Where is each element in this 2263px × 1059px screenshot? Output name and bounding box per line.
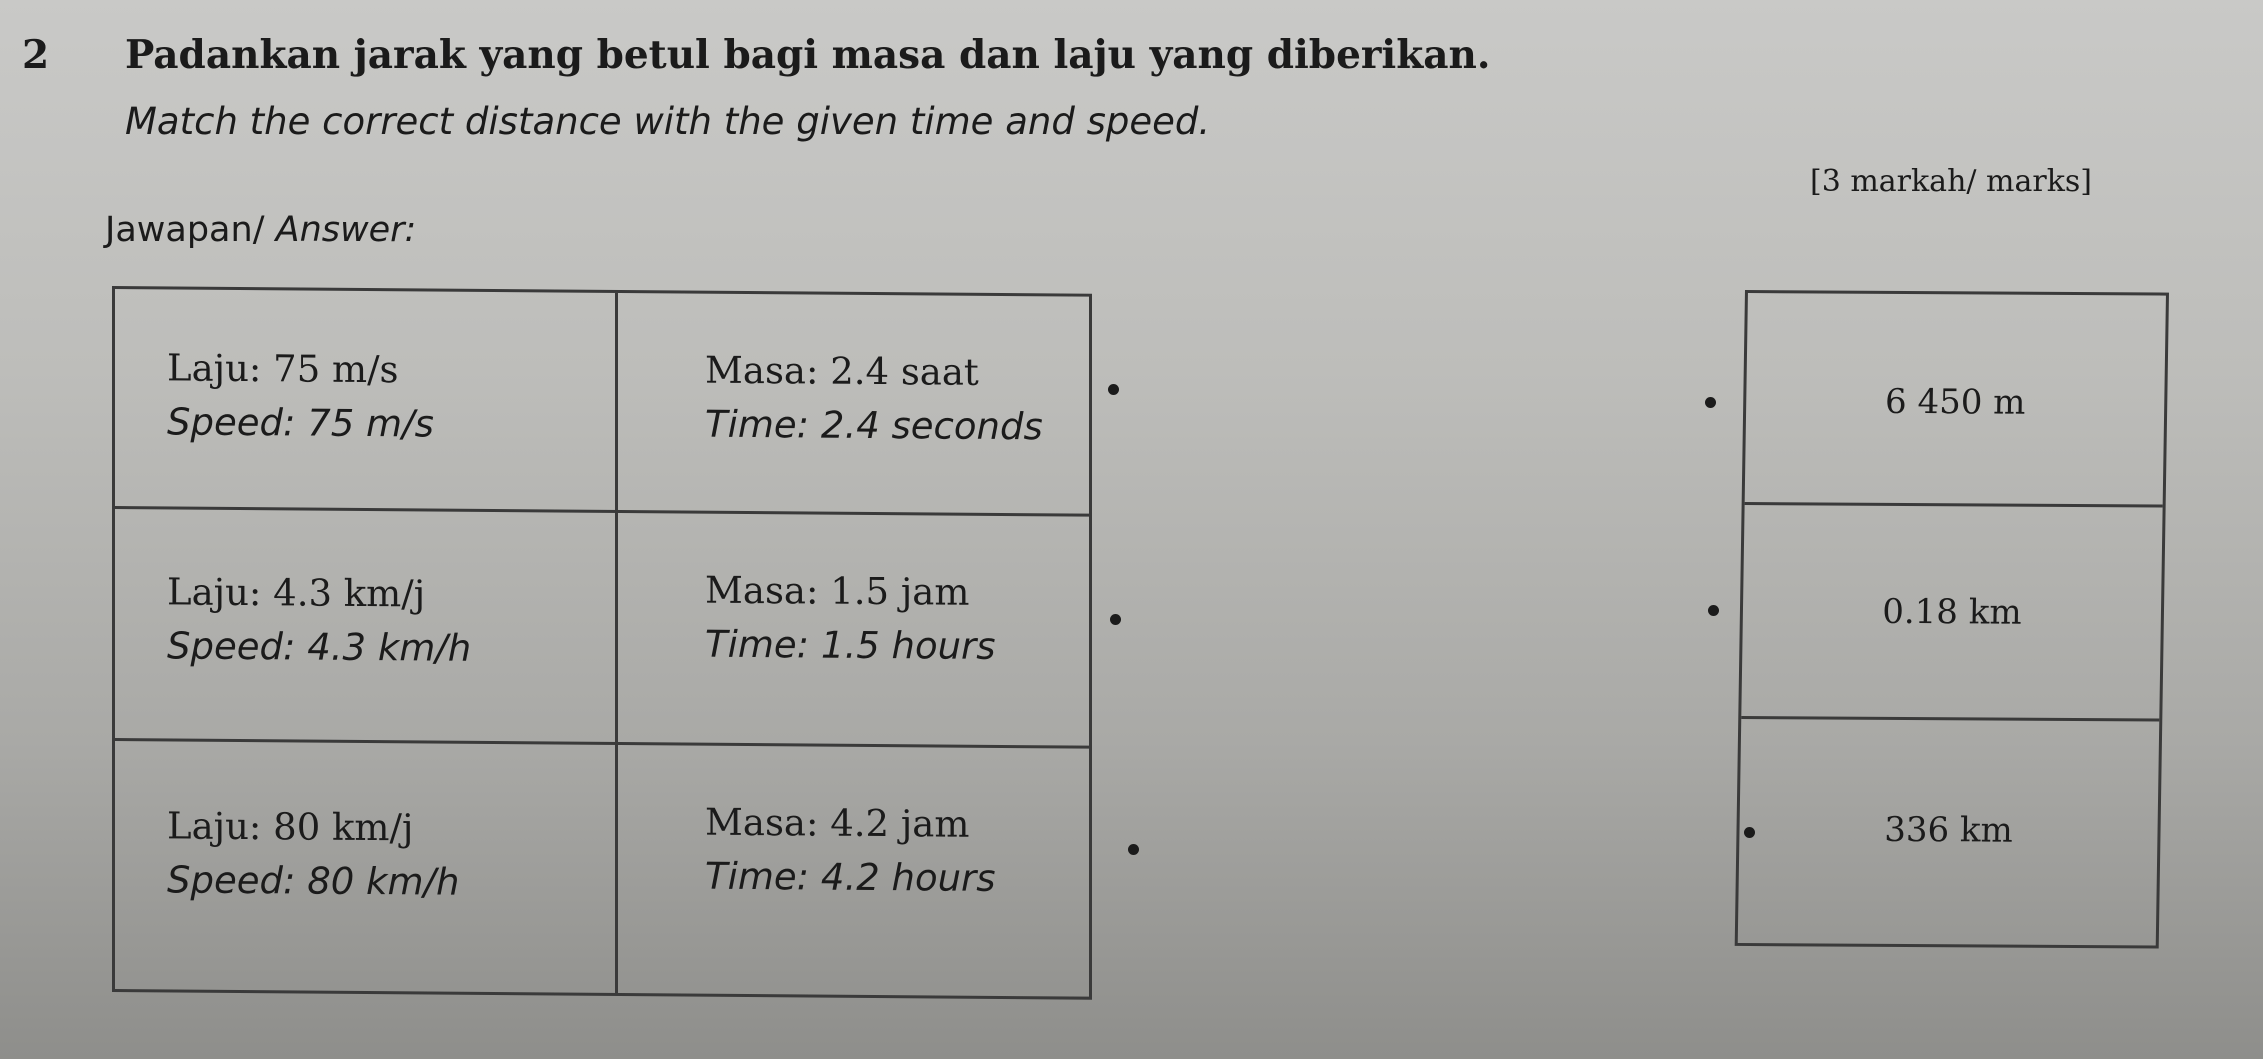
- speed-cell: [167, 341, 434, 451]
- speed-label-english: Speed: 4.3 km/h: [167, 624, 472, 670]
- question-text-malay: Padankan jarak yang betul bagi masa dan laju yang diberikan.: [125, 32, 1491, 78]
- distance-value: 336 km: [1883, 809, 2014, 851]
- speed-cell: [167, 799, 459, 909]
- answer-label-malay: Jawapan/: [105, 210, 265, 250]
- table-row: [1745, 293, 2166, 508]
- match-dot-right-2[interactable]: [1708, 605, 1719, 616]
- marks-label: [3 markah/ marks]: [1810, 164, 2092, 199]
- speed-time-table: [112, 286, 1092, 1000]
- speed-label-english: Speed: 75 m/s: [167, 400, 434, 446]
- time-label-malay: Masa: 1.5 jam: [705, 568, 970, 614]
- question-number: 2: [22, 32, 50, 78]
- speed-label-malay: Laju: 80 km/j: [167, 804, 414, 850]
- distance-value: 0.18 km: [1881, 591, 2022, 633]
- time-cell: [705, 344, 1043, 455]
- table-row: [115, 741, 1089, 997]
- match-dot-right-1[interactable]: [1705, 397, 1716, 408]
- speed-label-malay: Laju: 75 m/s: [167, 346, 399, 392]
- time-label-malay: Masa: 4.2 jam: [705, 800, 970, 846]
- match-dot-left-2[interactable]: [1110, 614, 1121, 625]
- table-row: [115, 509, 1089, 749]
- table-row: [1741, 505, 2162, 722]
- answer-label: [105, 210, 416, 250]
- table-row: [1738, 719, 2160, 946]
- distance-value: 6 450 m: [1884, 381, 2026, 423]
- answer-label-english: Answer:: [275, 210, 417, 250]
- time-cell: [705, 564, 996, 674]
- question-text-english: Match the correct distance with the given time and speed.: [125, 100, 1211, 143]
- match-dot-left-3[interactable]: [1128, 844, 1139, 855]
- time-cell: [705, 796, 996, 906]
- speed-cell: [167, 565, 471, 675]
- speed-label-english: Speed: 80 km/h: [167, 858, 460, 904]
- time-label-english: Time: 2.4 seconds: [705, 402, 1043, 449]
- match-dot-left-1[interactable]: [1108, 384, 1119, 395]
- distance-table: [1735, 290, 2169, 949]
- time-label-malay: Masa: 2.4 saat: [705, 348, 979, 394]
- table-row: [115, 289, 1089, 517]
- speed-label-malay: Laju: 4.3 km/j: [167, 570, 426, 616]
- time-label-english: Time: 1.5 hours: [705, 622, 996, 668]
- time-label-english: Time: 4.2 hours: [705, 854, 996, 900]
